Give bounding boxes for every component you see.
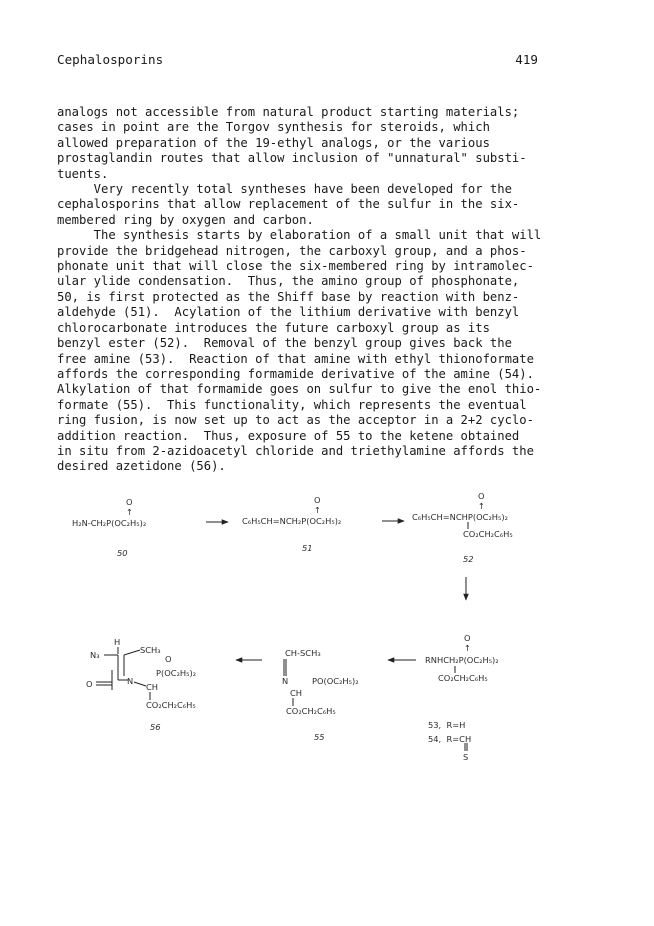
c56-ester: CO₂CH₂C₆H₅ bbox=[146, 700, 196, 710]
text-line: provide the bridgehead nitrogen, the carboxyl group, and a phos- bbox=[57, 243, 527, 258]
c52-formula-line2: CO₂CH₂C₆H₅ bbox=[463, 529, 513, 539]
c51-double-bond: ↑ bbox=[314, 505, 321, 515]
c53-formula-line2: CO₂CH₂C₆H₅ bbox=[438, 673, 488, 683]
text-line: benzyl ester (52). Removal of the benzyl group gives back the bbox=[57, 336, 512, 351]
text-line: membered ring by oxygen and carbon. bbox=[57, 212, 314, 227]
text-line: The synthesis starts by elaboration of a small unit that will bbox=[57, 228, 542, 243]
text-line: ular ylide condensation. Thus, the amino group of phosphonate, bbox=[57, 274, 520, 289]
text-line: prostaglandin routes that allow inclusion of "unnatural" substi- bbox=[57, 151, 527, 166]
c54-sulfur: S bbox=[463, 752, 469, 762]
c56-hydrogen: H bbox=[114, 637, 121, 647]
c55-line1: CH-SCH₃ bbox=[285, 648, 321, 658]
c50-double-bond: ↑ bbox=[126, 507, 133, 517]
c51-label: 51 bbox=[302, 543, 313, 553]
c56-oxygen-lactam: O bbox=[86, 679, 93, 689]
c52-formula-line1: C₆H₅CH=NCHP(OC₂H₅)₂ bbox=[412, 512, 508, 522]
c50-oxygen: O bbox=[126, 497, 133, 507]
text-line: phonate unit that will close the six-membered ring by intramolec- bbox=[57, 259, 534, 274]
c55-ester: CO₂CH₂C₆H₅ bbox=[286, 706, 336, 716]
c51-formula: C₆H₅CH=NCH₂P(OC₂H₅)₂ bbox=[242, 516, 342, 526]
c53-oxygen: O bbox=[464, 633, 471, 643]
c56-label: 56 bbox=[150, 722, 161, 732]
text-line: Alkylation of that formamide goes on sulfur to give the enol thio- bbox=[57, 382, 542, 397]
c55-nitrogen: N bbox=[282, 676, 289, 686]
text-line: chlorocarbonate introduces the future carboxyl group as its bbox=[57, 320, 490, 335]
c52-double-bond: ↑ bbox=[478, 501, 485, 511]
text-line: desired azetidone (56). bbox=[57, 459, 226, 474]
text-line: cephalosporins that allow replacement of the sulfur in the six- bbox=[57, 197, 520, 212]
text-line: in situ from 2-azidoacetyl chloride and triethylamine affords the bbox=[57, 443, 534, 458]
text-line: allowed preparation of the 19-ethyl analogs, or the various bbox=[57, 135, 490, 150]
c50-label: 50 bbox=[117, 548, 128, 558]
c55-ch: CH bbox=[290, 688, 303, 698]
c56-oxygen-top: O bbox=[165, 654, 172, 664]
c53-double-bond: ↑ bbox=[464, 643, 471, 653]
text-line: ring fusion, is now set up to act as the acceptor in a 2+2 cyclo- bbox=[57, 413, 534, 428]
c56-azide: N₃ bbox=[90, 650, 100, 660]
running-header-title: Cephalosporins bbox=[57, 52, 164, 67]
text-line: Very recently total syntheses have been developed for the bbox=[57, 182, 512, 197]
text-line: formate (55). This functionality, which represents the eventual bbox=[57, 397, 527, 412]
c53-formula-line1: RNHCH₂P(OC₂H₅)₂ bbox=[425, 655, 499, 665]
c51-oxygen: O bbox=[314, 495, 321, 505]
c52-label: 52 bbox=[463, 554, 474, 564]
c54-label: 54, R=CH bbox=[428, 734, 472, 744]
c56-nitrogen: N bbox=[127, 676, 134, 686]
c55-phosphonate: PO(OC₂H₅)₂ bbox=[312, 676, 359, 686]
c56-phosphonate: P(OC₂H₅)₂ bbox=[156, 668, 197, 678]
text-line: addition reaction. Thus, exposure of 55 to the ketene obtained bbox=[57, 428, 520, 443]
c55-label: 55 bbox=[314, 732, 325, 742]
c50-formula: H₂N-CH₂P(OC₂H₅)₂ bbox=[72, 518, 147, 528]
page-number: 419 bbox=[515, 52, 538, 67]
c56-ch: CH bbox=[146, 682, 159, 692]
text-line: 50, is first protected as the Shiff base by reaction with benz- bbox=[57, 289, 520, 304]
text-line: analogs not accessible from natural product starting materials; bbox=[57, 105, 520, 119]
c56-sch3: SCH₃ bbox=[140, 645, 161, 655]
text-line: free amine (53). Reaction of that amine with ethyl thionoformate bbox=[57, 351, 534, 366]
text-line: tuents. bbox=[57, 166, 109, 181]
c52-oxygen: O bbox=[478, 491, 485, 501]
c53-label: 53, R=H bbox=[428, 720, 466, 730]
text-line: cases in point are the Torgov synthesis for steroids, which bbox=[57, 120, 490, 135]
text-line: affords the corresponding formamide derivative of the amine (54). bbox=[57, 366, 534, 381]
text-line: aldehyde (51). Acylation of the lithium derivative with benzyl bbox=[57, 305, 520, 320]
